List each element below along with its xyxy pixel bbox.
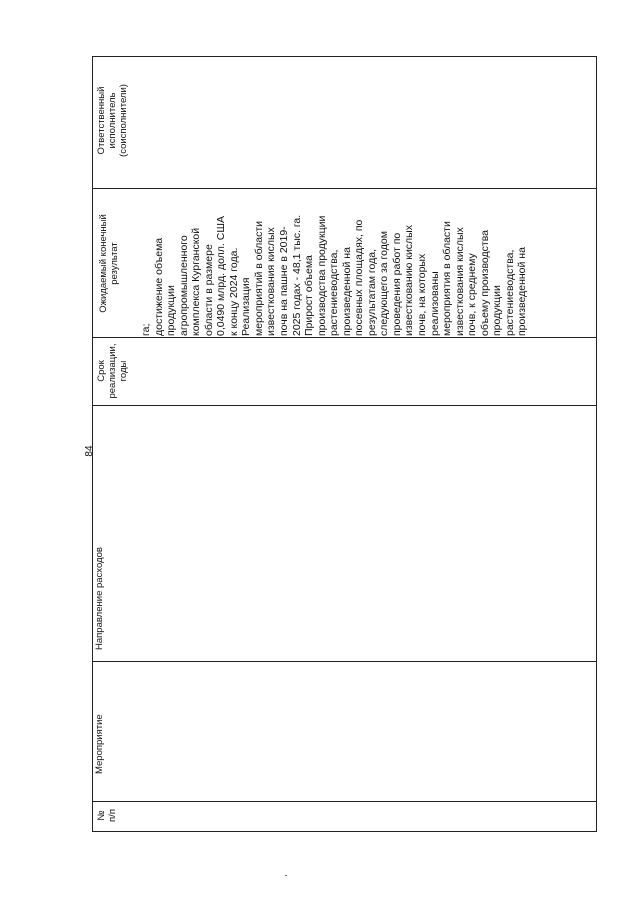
header-event-line-1: Мероприятие — [94, 714, 105, 774]
col-divider-direction — [92, 661, 597, 662]
result-line: га; — [140, 323, 152, 336]
header-term — [92, 337, 137, 405]
result-line: агропромышленного — [177, 235, 190, 336]
result-line: мероприятий в области — [252, 220, 265, 336]
col-divider-result — [92, 337, 597, 338]
header-responsible-line-2: исполнитель — [107, 92, 118, 149]
header-responsible-line-1: Ответственный — [96, 86, 107, 155]
result-cell-text — [140, 215, 529, 336]
result-line: объему производства — [478, 229, 491, 336]
col-divider-event — [92, 801, 597, 802]
result-line: произведенной на — [340, 247, 353, 336]
result-line: почв, к среднему — [466, 253, 479, 336]
header-num — [92, 801, 137, 832]
result-line: области в размере — [202, 244, 215, 336]
result-line: Реализация — [240, 277, 253, 336]
result-line: известкованию кислых — [403, 225, 416, 336]
result-line: Прирост объема — [303, 255, 316, 336]
header-result-line-1: Ожидаемый конечный — [98, 214, 109, 313]
result-line: продукции — [491, 285, 504, 336]
scan-speck — [285, 875, 287, 876]
result-line: следующего за годом — [378, 231, 391, 336]
page-number: 84 — [84, 445, 95, 457]
header-responsible-line-3: (соисполнители) — [118, 84, 129, 157]
result-line: реализованы — [428, 271, 441, 336]
result-line: продукции — [165, 285, 178, 336]
header-result-line-2: результат — [109, 242, 120, 285]
result-line: растениеводства, — [328, 249, 341, 336]
result-line: почв, на которых — [416, 253, 429, 336]
table-frame — [92, 56, 597, 832]
result-line: результатам года, — [365, 249, 378, 336]
col-divider-term — [92, 405, 597, 406]
result-line: проведения работ по — [390, 232, 403, 336]
header-direction-line-1: Направление расходов — [94, 547, 105, 650]
result-line: комплекса Курганской — [190, 227, 203, 336]
result-line: 2025 годах - 48,1 тыс. га. — [290, 214, 303, 336]
header-num-line-1: № — [96, 810, 107, 821]
header-term-line-3: годы — [118, 360, 129, 382]
result-line: посевных площадях, по — [353, 219, 366, 336]
result-line: произведенной на — [516, 247, 529, 336]
result-line: почв на пашне в 2019- — [278, 226, 291, 336]
rotated-table — [92, 56, 597, 832]
col-divider-responsible — [92, 188, 597, 189]
header-result — [92, 188, 137, 337]
result-line: известкования кислых — [453, 227, 466, 336]
header-responsible — [92, 56, 137, 188]
result-line: известкования кислых — [265, 227, 278, 336]
header-term-line-2: реализации, — [107, 343, 118, 399]
header-direction — [92, 405, 137, 661]
result-line: 0,0490 млрд. долл. США — [215, 216, 228, 336]
header-term-line-1: Срок — [96, 360, 107, 382]
header-event — [92, 661, 137, 801]
header-num-line-2: п/п — [107, 809, 118, 822]
result-line: производства продукции — [315, 215, 328, 336]
result-line: растениеводства, — [503, 249, 516, 336]
result-line: к концу 2024 года. — [227, 247, 240, 336]
result-line: мероприятия в области — [441, 221, 454, 336]
result-line: достижение объема — [152, 237, 165, 336]
